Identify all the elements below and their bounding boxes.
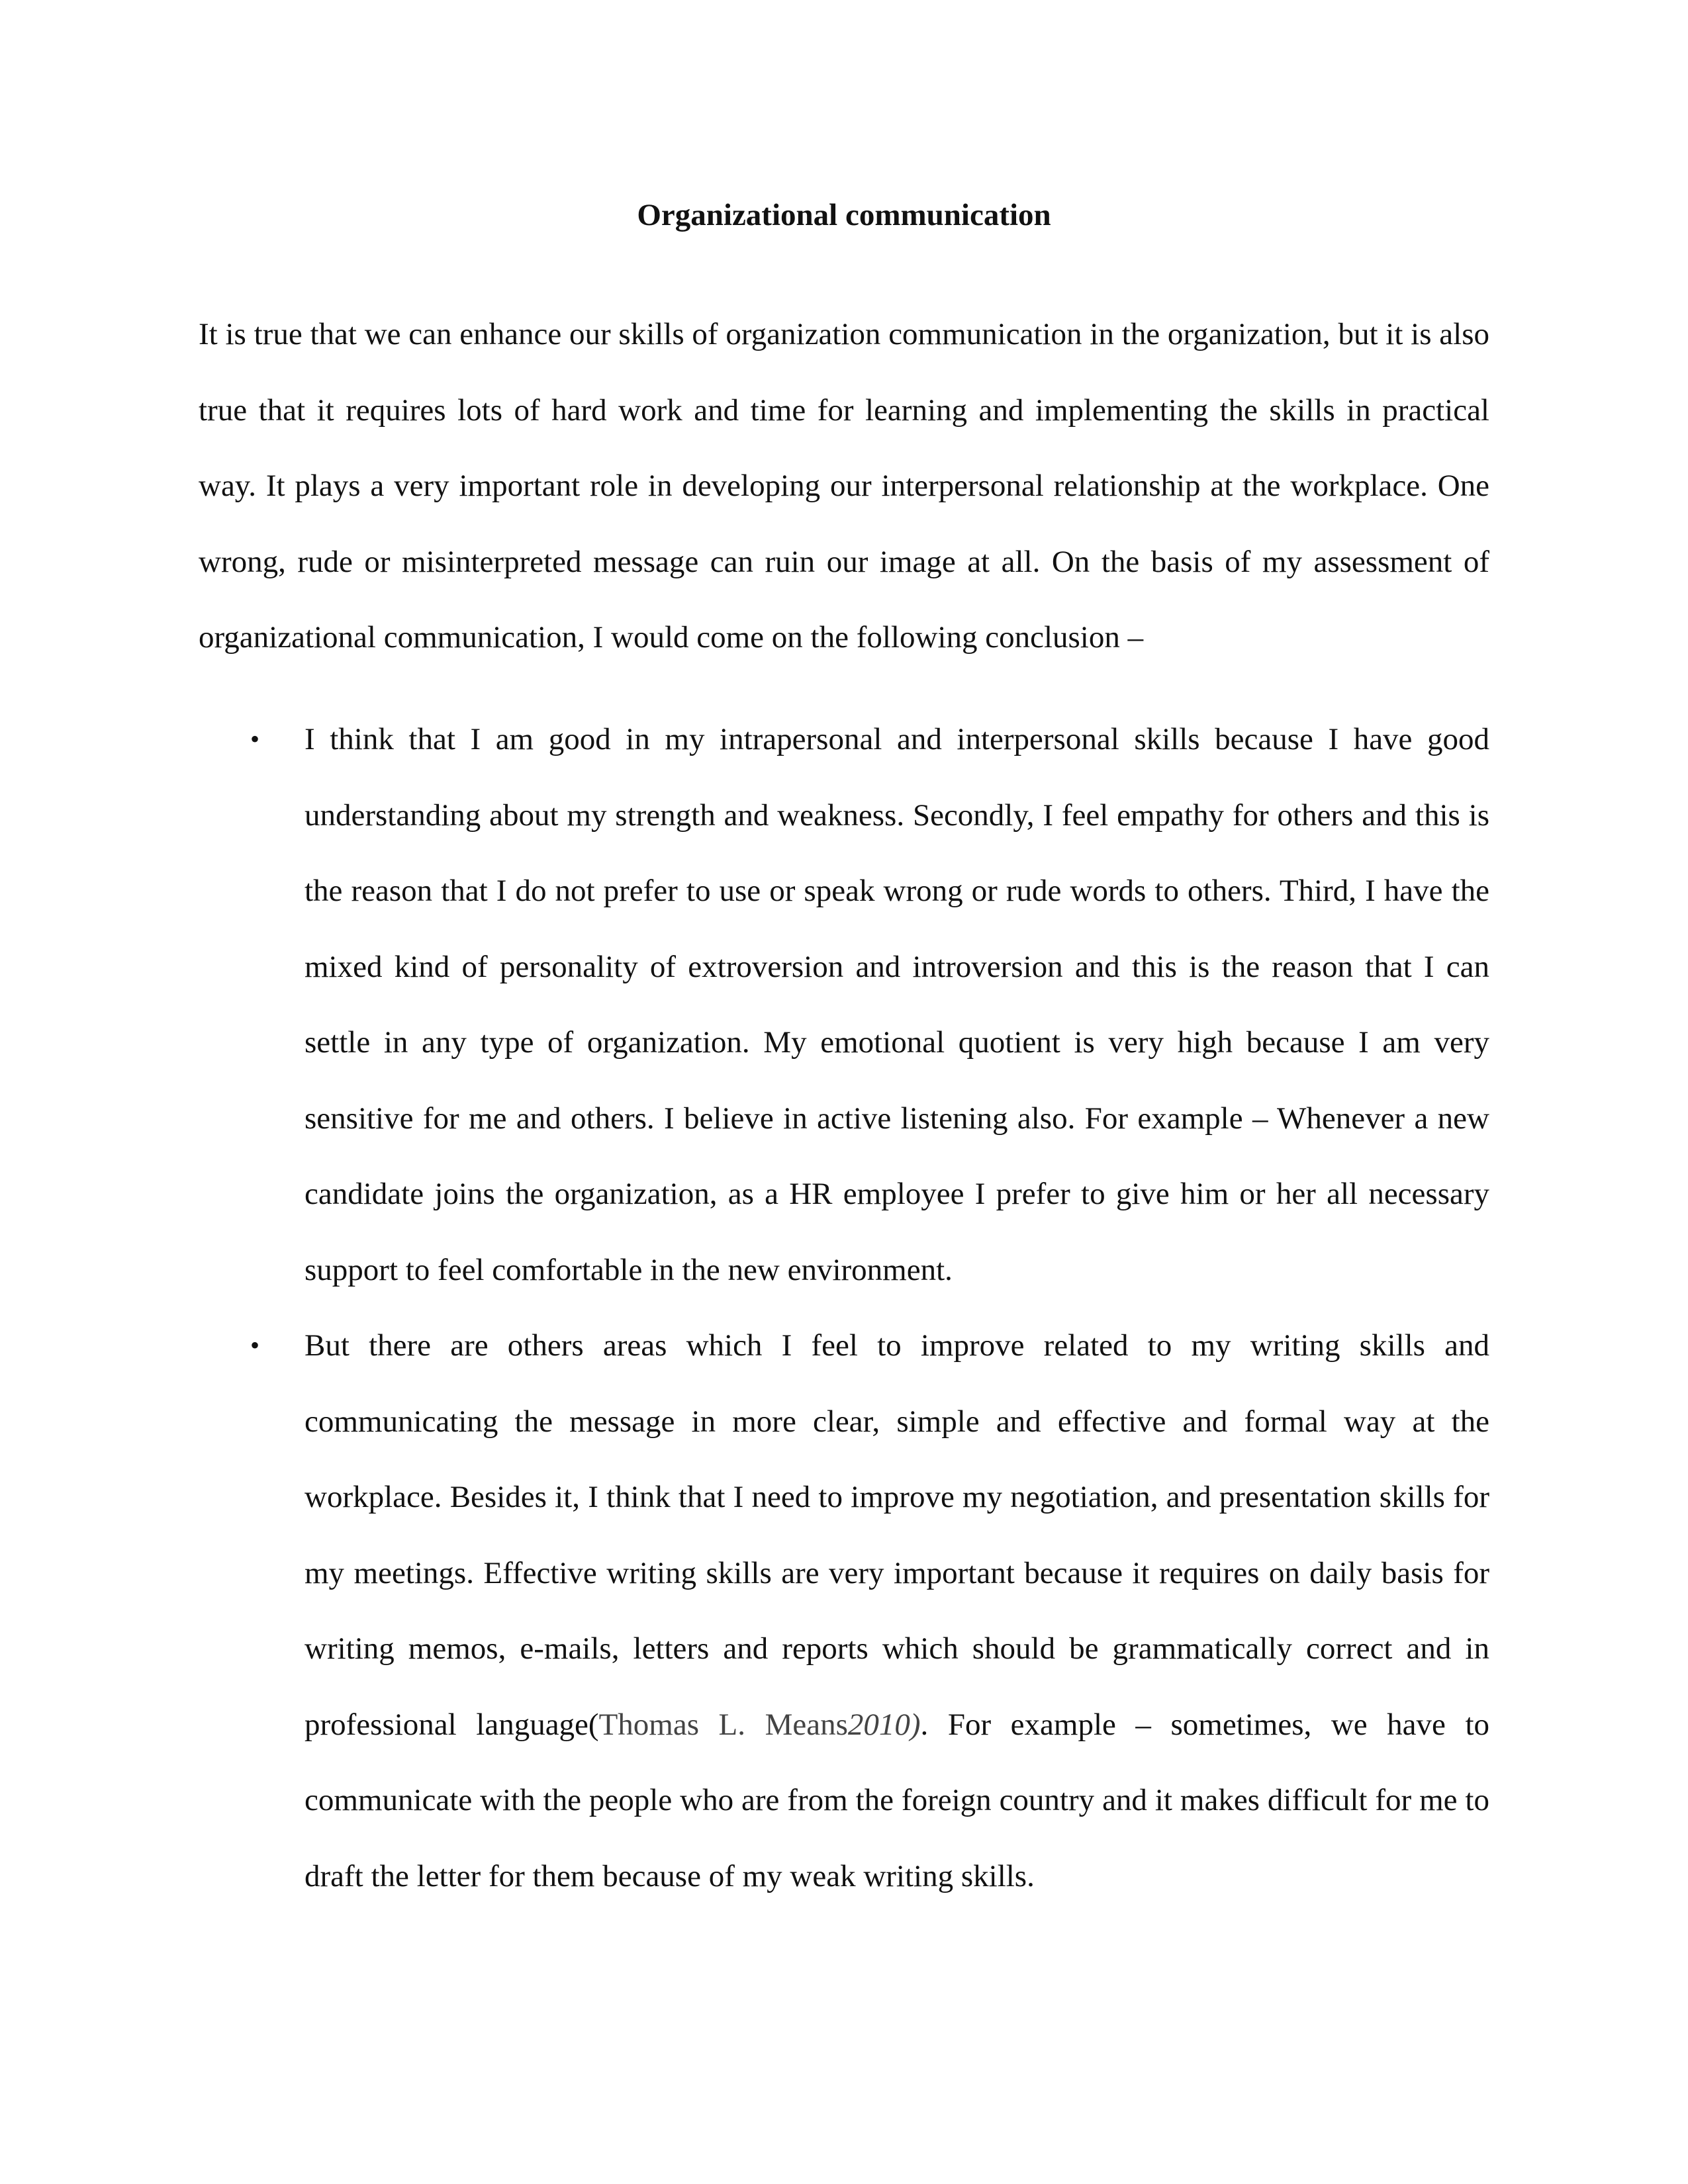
bullet-icon: • <box>250 724 260 754</box>
citation-year: 2010) <box>847 1707 921 1742</box>
bullet-item-improvements <box>199 1308 1489 1914</box>
bullet-item-strengths <box>199 702 1489 1308</box>
bullet-text-improvements-before: But there are others areas which I feel to improve related to my writing skills and communicating the message in more clear, simple and effective and formal way at the workplace. Besides it, I think that I need to improve my negotiation, and presentation skills for my meetings. Effective writing skills are very important because it requires on daily basis for writing memos, e-mails, letters and reports which should be grammatically correct and in professional language( <box>305 1328 1489 1742</box>
intro-paragraph: It is true that we can enhance our skills of organization communication in the organization, but it is also true that it requires lots of hard work and time for learning and implementing the skills in practical way. It plays a very important role in developing our interpersonal relationship at the workplace. One wrong, rude or misinterpreted message can ruin our image at all. On the basis of my assessment of organizational communication, I would come on the following conclusion – <box>199 317 1489 655</box>
bullet-icon: • <box>250 1330 260 1360</box>
bullet-text-strengths: I think that I am good in my intrapersonal and interpersonal skills because I have good understanding about my strength and weakness. Secondly, I feel empathy for others and this is the reason that I do not prefer to use or speak wrong or rude words to others. Third, I have the mixed kind of personality of extroversion and introversion and this is the reason that I can settle in any type of organization. My emotional quotient is very high because I am very sensitive for me and others. I believe in active listening also. For example – Whenever a new candidate joins the organization, as a HR employee I prefer to give him or her all necessary support to feel comfortable in the new environment. <box>305 722 1489 1287</box>
bullet-text-improvements-after: . For example – sometimes, we have to communicate with the people who are from the foreign country and it makes difficult for me to draft the letter for them because of my weak writing skills. <box>305 1707 1490 1893</box>
conclusion-bullet-list <box>199 702 1489 1914</box>
citation-author: Thomas L. Means <box>598 1707 848 1742</box>
document-title: Organizational communication <box>637 198 1051 232</box>
